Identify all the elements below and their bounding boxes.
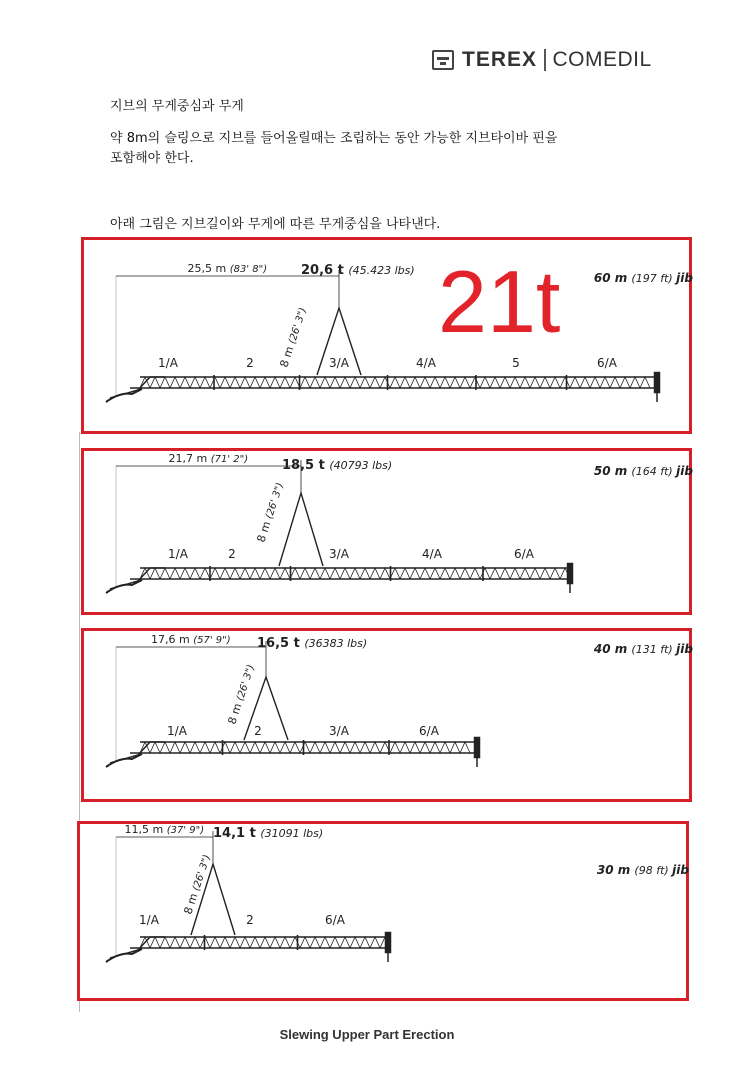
jib-length-ft: (98 ft) (634, 864, 673, 877)
jib-section-label: 6/A (419, 724, 439, 738)
cog-distance-ft: (83' 8") (229, 264, 268, 275)
jib-drawing-group (106, 823, 689, 962)
jib-foot-skid (106, 580, 142, 593)
jib-length-label (597, 863, 690, 877)
jib-section-label: 1/A (158, 356, 178, 370)
jib-length-ft: (164 ft) (631, 465, 677, 478)
jib-word: jib (676, 271, 693, 285)
cog-distance-ft: (71' 2") (210, 454, 249, 465)
jib-section-label: 4/A (416, 356, 436, 370)
jib-section-label: 1/A (139, 913, 159, 927)
jib-diagram-60m (84, 240, 693, 431)
paragraph-line-2: 포함해야 한다. (110, 151, 194, 166)
cog-distance-m: 11,5 m (124, 823, 167, 836)
sling-length-ft: (26' 3") (235, 663, 258, 703)
jib-weight-lbs: (45.423 lbs) (348, 264, 415, 277)
jib-length-ft: (197 ft) (631, 272, 677, 285)
jib-weight-t: 14,1 t (213, 826, 261, 841)
jib-section-label: 1/A (168, 547, 188, 561)
cog-distance-ft: (57' 9") (193, 635, 231, 646)
cog-distance-label (188, 262, 268, 275)
sling-length-m: 8 m (225, 698, 246, 726)
jib-section-label: 3/A (329, 547, 349, 561)
jib-length-label (594, 271, 694, 285)
sling-length-ft: (26' 3") (287, 306, 310, 346)
jib-section-label: 5 (512, 356, 520, 370)
logo-comedil-text: COMEDIL (552, 48, 652, 71)
jib-weight-t: 18,5 t (282, 458, 330, 473)
jib-drawing-group (106, 633, 693, 767)
jib-section-label: 2 (228, 547, 236, 561)
cog-distance-label (151, 633, 231, 646)
intro-text: 아래 그림은 지브길이와 무게에 따른 무게중심을 나타낸다. (110, 217, 441, 232)
jib-weight-label (282, 458, 392, 473)
jib-weight-lbs: (31091 lbs) (260, 827, 324, 840)
logo-divider (544, 49, 546, 71)
sling-length-m: 8 m (181, 888, 202, 916)
jib-foot-skid (106, 389, 142, 402)
jib-weight-t: 20,6 t (301, 263, 349, 278)
sling-length-label (181, 853, 213, 916)
jib-panel-40m (81, 628, 692, 802)
jib-foot-skid (106, 754, 142, 767)
jib-word: jib (672, 863, 689, 877)
logo-terex-text: TEREX (462, 48, 538, 71)
sling-triangle (279, 493, 323, 566)
sling-length-m: 8 m (254, 516, 275, 544)
boom-lattice-diagonals (140, 568, 570, 579)
terex-comedil-logo (432, 48, 652, 72)
jib-length-m: 30 m (596, 863, 635, 877)
sling-length-label (277, 306, 309, 369)
jib-tip-trolley (385, 932, 391, 953)
jib-tip-trolley (474, 737, 480, 758)
sling-length-ft: (26' 3") (264, 481, 287, 521)
jib-diagram-30m (80, 823, 689, 998)
jib-diagram-50m (84, 451, 693, 612)
jib-length-ft: (131 ft) (631, 643, 677, 656)
jib-length-m: 60 m (593, 271, 632, 285)
section-heading: 지브의 무게중심과 무게 (110, 99, 244, 114)
jib-weight-t: 16,5 t (257, 636, 305, 651)
cog-distance-m: 25,5 m (187, 262, 230, 275)
page-footer: Slewing Upper Part Erection (279, 1027, 455, 1042)
sling-length-label (254, 481, 286, 544)
jib-drawing-group (106, 262, 693, 402)
jib-weight-lbs: (40793 lbs) (329, 459, 393, 472)
jib-length-m: 50 m (593, 464, 632, 478)
jib-section-label: 2 (246, 356, 254, 370)
jib-weight-lbs: (36383 lbs) (304, 637, 368, 650)
jib-section-label: 2 (246, 913, 254, 927)
jib-section-label: 1/A (167, 724, 187, 738)
jib-diagram-40m (84, 631, 693, 799)
terex-logo-icon (432, 50, 454, 70)
jib-tip-trolley (654, 372, 660, 393)
boom-lattice-diagonals (140, 937, 390, 948)
boom-lattice-diagonals (140, 377, 650, 388)
jib-section-label: 2 (254, 724, 262, 738)
paragraph-line-1: 약 8m의 슬링으로 지브를 들어올릴때는 조립하는 동안 가능한 지브타이바 핀을 (110, 131, 558, 146)
jib-panel-30m (77, 821, 689, 1001)
cog-distance-ft: (37' 9") (166, 825, 205, 836)
jib-section-label: 4/A (422, 547, 442, 561)
jib-foot-skid (106, 949, 142, 962)
cog-distance-m: 21,7 m (168, 452, 211, 465)
jib-panel-50m (81, 448, 692, 615)
jib-length-label (593, 642, 694, 656)
cog-distance-label (169, 452, 249, 465)
jib-section-label: 3/A (329, 356, 349, 370)
jib-length-label (594, 464, 694, 478)
jib-panel-60m (81, 237, 692, 434)
jib-weight-label (301, 263, 415, 278)
sling-length-ft: (26' 3") (191, 853, 214, 893)
jib-section-label: 3/A (329, 724, 349, 738)
sling-length-m: 8 m (277, 341, 298, 369)
jib-tip-trolley (567, 563, 573, 584)
jib-weight-label (213, 826, 323, 841)
cog-distance-m: 17,6 m (151, 633, 194, 646)
jib-word: jib (676, 464, 693, 478)
jib-word: jib (676, 642, 693, 656)
boom-lattice-diagonals (140, 742, 470, 753)
jib-section-label: 6/A (514, 547, 534, 561)
jib-length-m: 40 m (593, 642, 632, 656)
jib-weight-label (257, 636, 367, 651)
jib-section-label: 6/A (325, 913, 345, 927)
cog-distance-label (125, 823, 205, 836)
jib-drawing-group (106, 452, 693, 593)
jib-section-label: 6/A (597, 356, 617, 370)
handwritten-weight-note: 21t (438, 252, 561, 351)
